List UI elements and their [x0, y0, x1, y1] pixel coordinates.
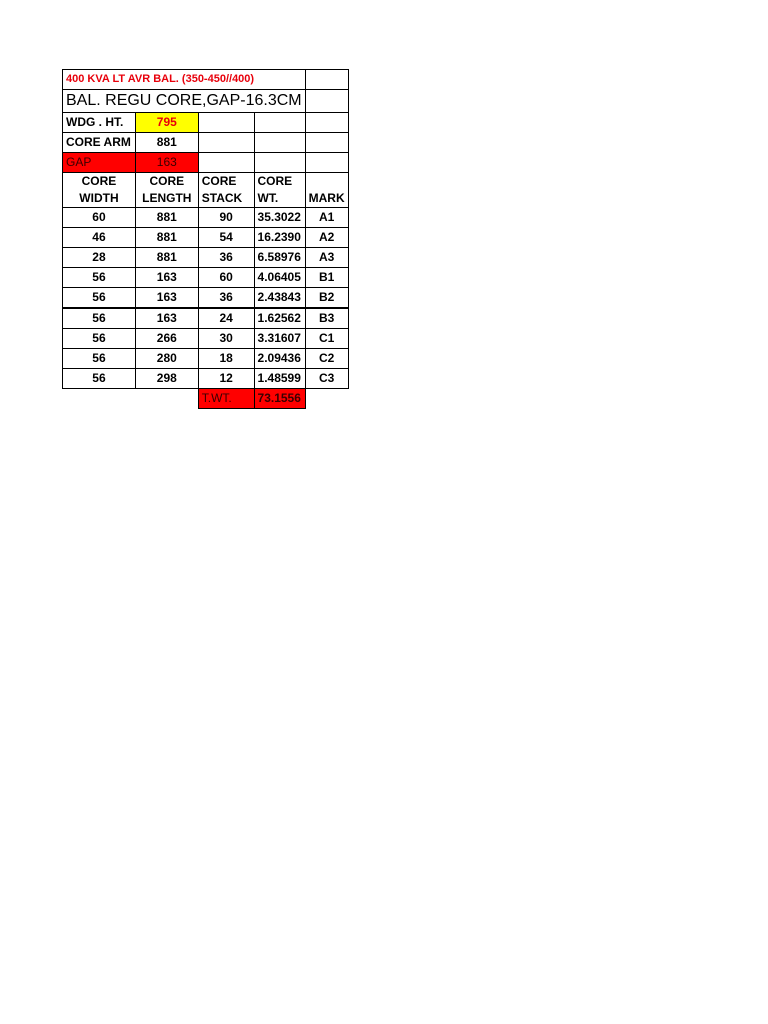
- header-row-1: [63, 173, 349, 191]
- cell-core-wt[interactable]: 4.06405: [254, 268, 305, 288]
- empty-cell[interactable]: [198, 153, 254, 173]
- cell-mark[interactable]: B1: [305, 268, 348, 288]
- cell-mark[interactable]: B3: [305, 308, 348, 329]
- empty-cell[interactable]: [305, 153, 348, 173]
- column-header[interactable]: STACK: [198, 190, 254, 208]
- cell-mark[interactable]: B2: [305, 288, 348, 309]
- cell-core-stack[interactable]: 18: [198, 349, 254, 369]
- cell-core-width[interactable]: 56: [63, 308, 136, 329]
- empty-cell[interactable]: [254, 113, 305, 133]
- column-header[interactable]: CORE: [198, 173, 254, 191]
- param-row-wdg-ht: [63, 113, 349, 133]
- table-row: [63, 208, 349, 228]
- cell-core-width[interactable]: 60: [63, 208, 136, 228]
- cell-core-length[interactable]: 163: [135, 288, 198, 309]
- empty-cell[interactable]: [198, 113, 254, 133]
- empty-cell[interactable]: [305, 70, 348, 90]
- cell-core-length[interactable]: 881: [135, 248, 198, 268]
- table-row: [63, 329, 349, 349]
- param-row-core-arm: [63, 133, 349, 153]
- empty-cell[interactable]: [305, 133, 348, 153]
- param-row-gap: [63, 153, 349, 173]
- column-header[interactable]: WT.: [254, 190, 305, 208]
- cell-core-stack[interactable]: 54: [198, 228, 254, 248]
- column-header[interactable]: [305, 173, 348, 191]
- empty-cell[interactable]: [254, 153, 305, 173]
- empty-cell[interactable]: [254, 133, 305, 153]
- param-value[interactable]: 795: [135, 113, 198, 133]
- cell-core-wt[interactable]: 16.2390: [254, 228, 305, 248]
- sheet-title[interactable]: 400 KVA LT AVR BAL. (350-450//400): [63, 70, 306, 90]
- column-header[interactable]: CORE: [135, 173, 198, 191]
- column-header[interactable]: LENGTH: [135, 190, 198, 208]
- cell-core-length[interactable]: 163: [135, 268, 198, 288]
- table-row: [63, 369, 349, 389]
- cell-core-width[interactable]: 56: [63, 268, 136, 288]
- cell-core-wt[interactable]: 1.62562: [254, 308, 305, 329]
- cell-core-wt[interactable]: 2.09436: [254, 349, 305, 369]
- column-header[interactable]: MARK: [305, 190, 348, 208]
- cell-core-stack[interactable]: 30: [198, 329, 254, 349]
- empty-cell[interactable]: [305, 90, 348, 113]
- cell-mark[interactable]: C2: [305, 349, 348, 369]
- empty-cell[interactable]: [63, 389, 136, 409]
- cell-core-stack[interactable]: 24: [198, 308, 254, 329]
- cell-core-width[interactable]: 56: [63, 288, 136, 309]
- cell-core-length[interactable]: 298: [135, 369, 198, 389]
- cell-core-length[interactable]: 163: [135, 308, 198, 329]
- cell-core-wt[interactable]: 3.31607: [254, 329, 305, 349]
- empty-cell[interactable]: [135, 389, 198, 409]
- subtitle-row: [63, 90, 349, 113]
- table-row: [63, 288, 349, 309]
- cell-mark[interactable]: C1: [305, 329, 348, 349]
- table-row: [63, 228, 349, 248]
- cell-core-wt[interactable]: 2.43843: [254, 288, 305, 309]
- cell-core-stack[interactable]: 12: [198, 369, 254, 389]
- param-label[interactable]: WDG . HT.: [63, 113, 136, 133]
- cell-core-length[interactable]: 881: [135, 208, 198, 228]
- cell-core-width[interactable]: 56: [63, 349, 136, 369]
- cell-core-width[interactable]: 28: [63, 248, 136, 268]
- cell-core-wt[interactable]: 6.58976: [254, 248, 305, 268]
- column-header[interactable]: CORE: [254, 173, 305, 191]
- core-weight-sheet: [62, 69, 349, 409]
- cell-mark[interactable]: C3: [305, 369, 348, 389]
- table-row: [63, 268, 349, 288]
- column-header[interactable]: WIDTH: [63, 190, 136, 208]
- title-row: [63, 70, 349, 90]
- cell-core-width[interactable]: 56: [63, 329, 136, 349]
- total-row: [63, 389, 349, 409]
- cell-core-stack[interactable]: 60: [198, 268, 254, 288]
- cell-core-length[interactable]: 266: [135, 329, 198, 349]
- empty-cell[interactable]: [305, 389, 348, 409]
- total-value[interactable]: 73.1556: [254, 389, 305, 409]
- cell-core-width[interactable]: 56: [63, 369, 136, 389]
- cell-mark[interactable]: A2: [305, 228, 348, 248]
- cell-core-stack[interactable]: 90: [198, 208, 254, 228]
- sheet-subtitle[interactable]: BAL. REGU CORE,GAP-16.3CM: [63, 90, 306, 113]
- empty-cell[interactable]: [305, 113, 348, 133]
- cell-mark[interactable]: A1: [305, 208, 348, 228]
- table-row: [63, 349, 349, 369]
- header-row-2: [63, 190, 349, 208]
- param-label[interactable]: CORE ARM: [63, 133, 136, 153]
- param-label[interactable]: GAP: [63, 153, 136, 173]
- table-row: [63, 248, 349, 268]
- column-header[interactable]: CORE: [63, 173, 136, 191]
- cell-core-stack[interactable]: 36: [198, 288, 254, 309]
- cell-core-wt[interactable]: 35.3022: [254, 208, 305, 228]
- param-value[interactable]: 881: [135, 133, 198, 153]
- empty-cell[interactable]: [198, 133, 254, 153]
- total-label[interactable]: T.WT.: [198, 389, 254, 409]
- param-value[interactable]: 163: [135, 153, 198, 173]
- cell-core-wt[interactable]: 1.48599: [254, 369, 305, 389]
- cell-core-width[interactable]: 46: [63, 228, 136, 248]
- cell-core-length[interactable]: 280: [135, 349, 198, 369]
- cell-core-stack[interactable]: 36: [198, 248, 254, 268]
- cell-core-length[interactable]: 881: [135, 228, 198, 248]
- cell-mark[interactable]: A3: [305, 248, 348, 268]
- table-row: [63, 308, 349, 329]
